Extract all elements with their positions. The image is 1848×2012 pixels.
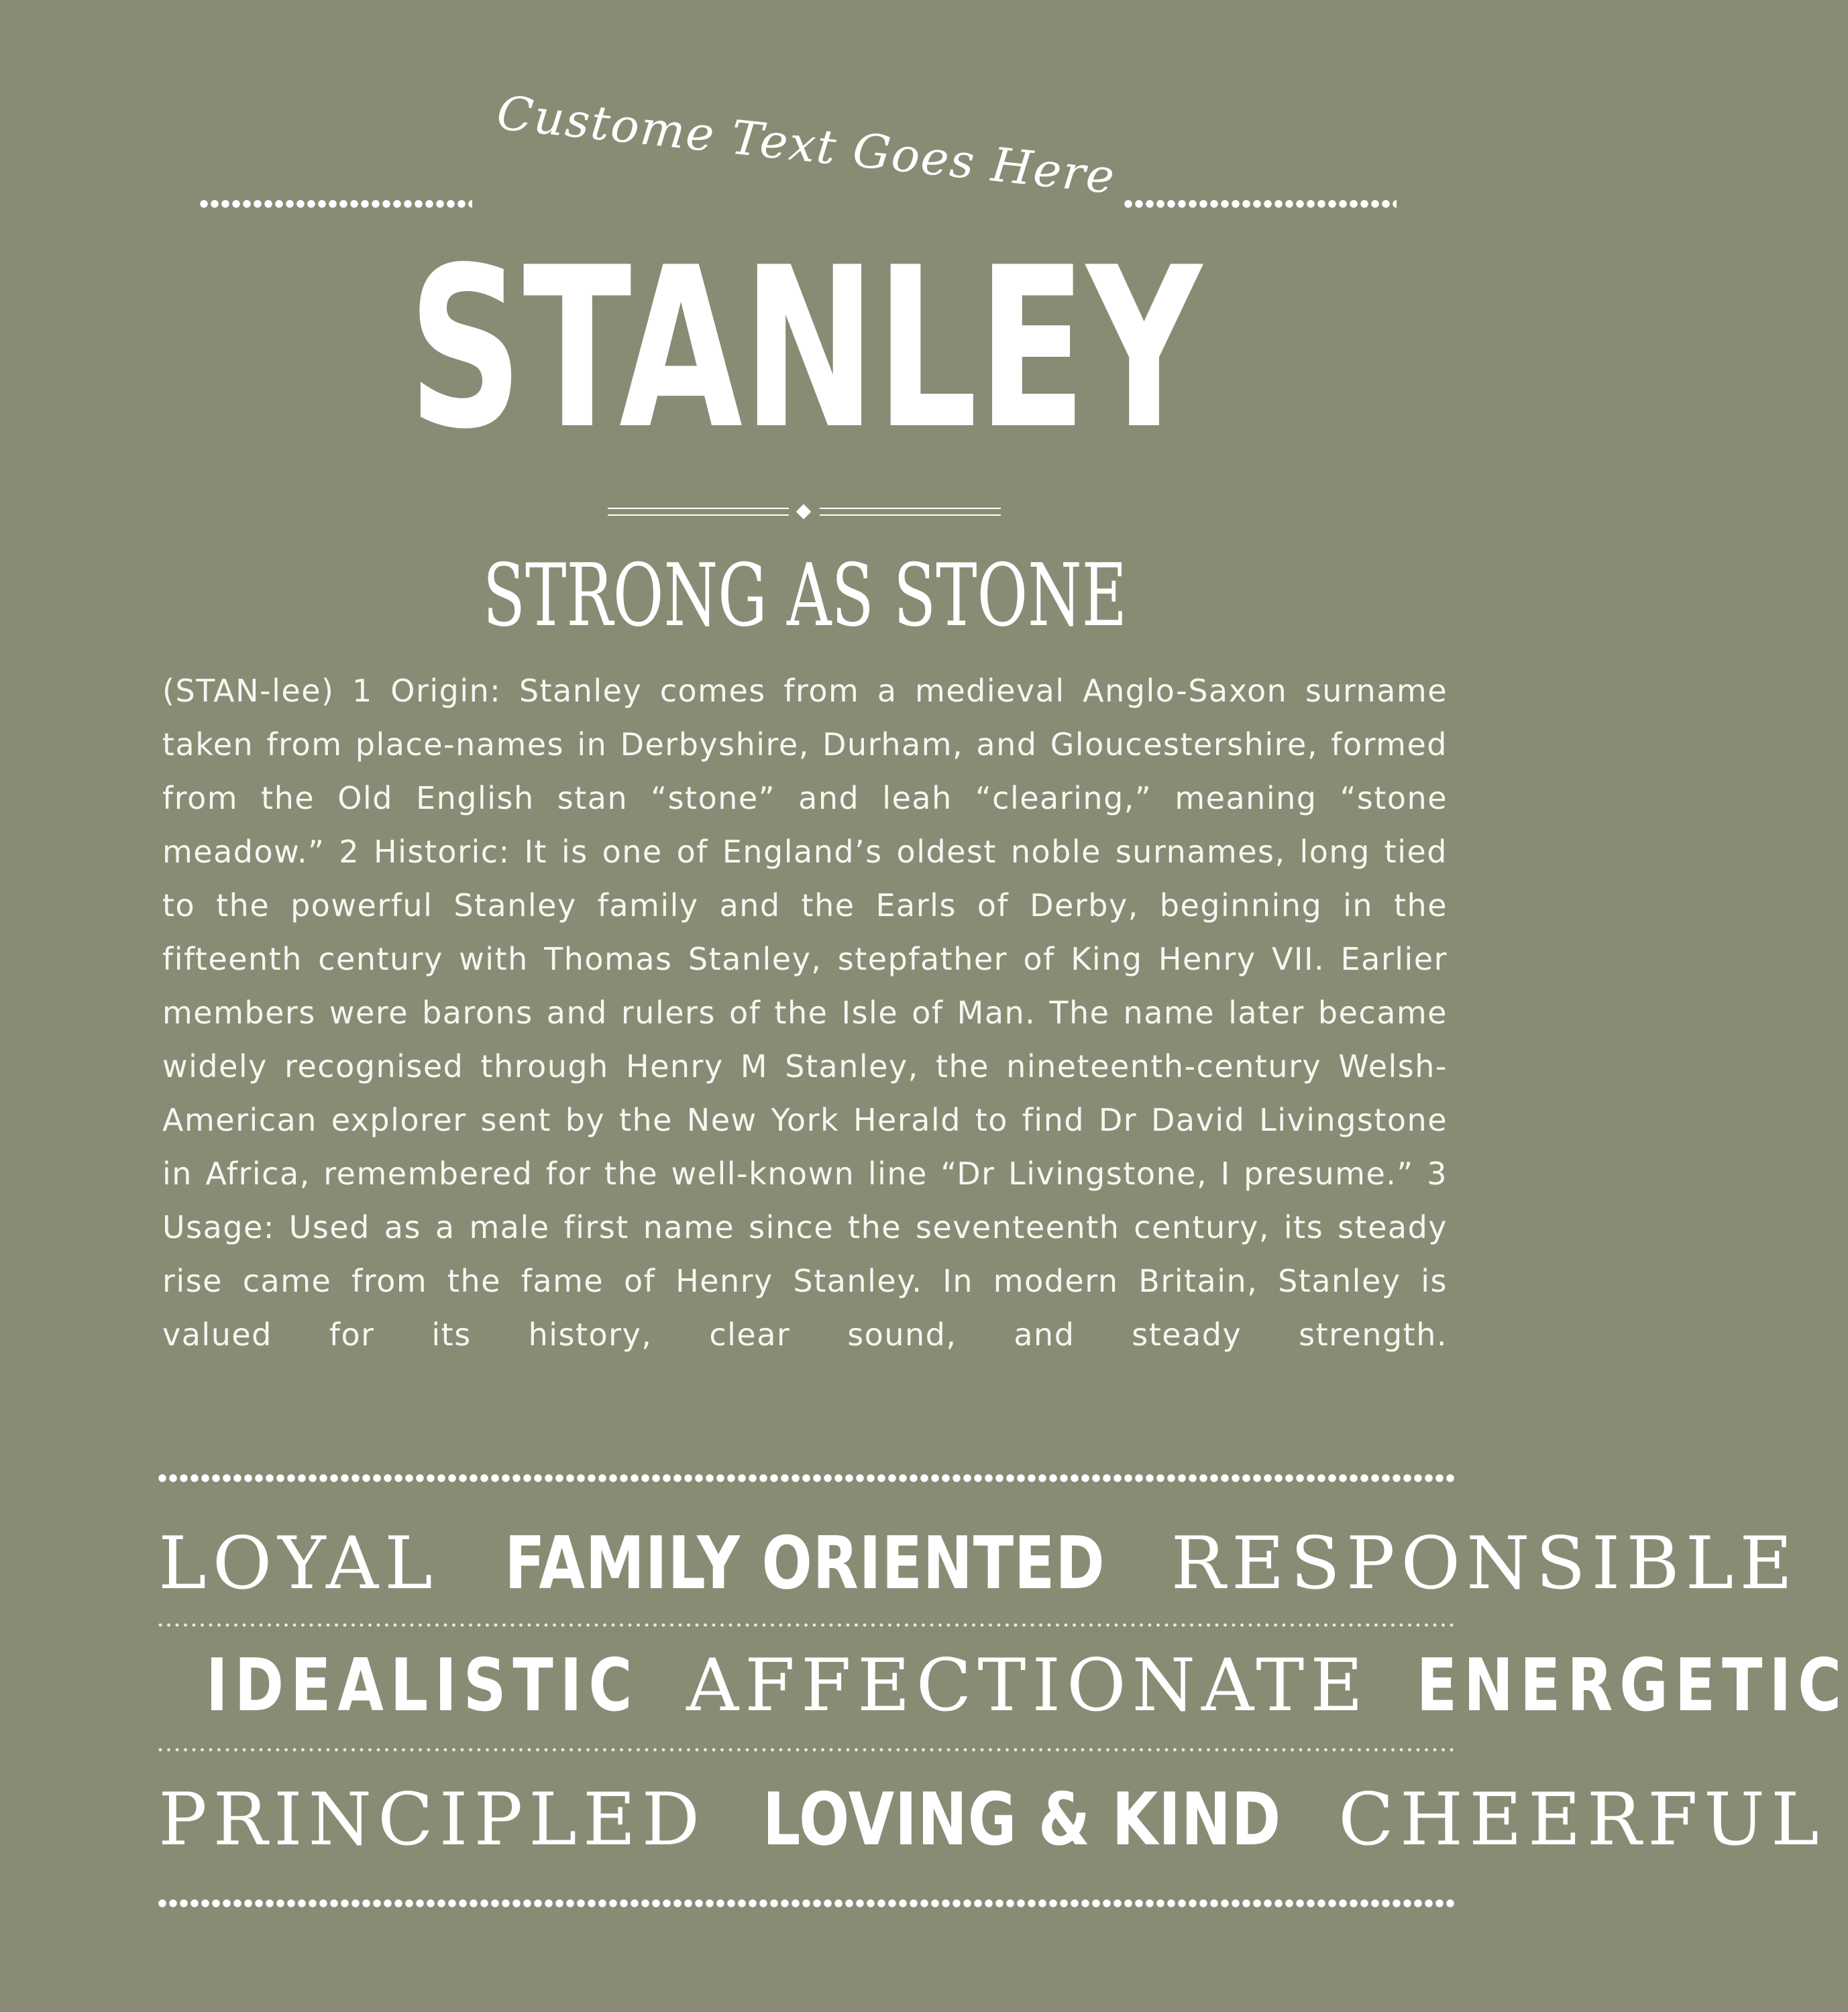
ornament-rule-left-bottom xyxy=(608,514,789,516)
name-description: (STAN-lee) 1 Origin: Stanley comes from a medieval Anglo-Saxon surname taken from place-names in Derbyshire, Durham, and Gloucestershire, formed from the Old English stan “stone” and leah “clearing,” meaning “stone meadow.” 2 Historic: It is one of England’s oldest noble surnames, long tied to the powerful Stanley family and the Earls of Derby, beginning in the fifteenth century with Thomas Stanley, stepfather of King Henry VII. Earlier members were barons and rulers of the Isle of Man. The name later became widely recognised through Henry M Stanley, the nineteenth-century Welsh-American explorer sent by the New York Herald to find Dr David Livingstone in Africa, remembered for the well-known line “Dr Livingstone, I presume.” 3 Usage: Used as a male first name since the seventeenth century, its steady rise came from the fame of Henry Stanley. In modern Britain, Stanley is valued for its history, clear sound, and steady strength. xyxy=(162,673,1448,1353)
custom-script-text: Custome Text Goes Here xyxy=(494,85,1118,205)
trait-word: ENERGETIC xyxy=(1416,1644,1848,1728)
trait-word: PRINCIPLED xyxy=(158,1778,706,1862)
trait-word: IDEALISTIC xyxy=(205,1644,639,1728)
traits-row-divider xyxy=(158,1748,1457,1752)
name-meaning: STRONG AS STONE xyxy=(482,546,1128,646)
traits-row-2 xyxy=(158,1644,1848,1728)
trait-word: CHEERFUL xyxy=(1338,1778,1825,1862)
traits-row-1 xyxy=(158,1522,1799,1606)
ornament-rule-right-top xyxy=(820,508,1001,509)
ornament-rule-left-top xyxy=(608,508,789,509)
trait-word: RESPONSIBLE xyxy=(1171,1522,1799,1606)
trait-word: AFFECTIONATE xyxy=(686,1644,1370,1728)
traits-row-divider xyxy=(158,1623,1457,1627)
left-dotted-divider xyxy=(200,200,472,208)
name-title: STANLEY xyxy=(408,220,1202,478)
trait-word: LOVING & KIND xyxy=(763,1778,1282,1862)
trait-word: FAMILY ORIENTED xyxy=(504,1522,1105,1606)
traits-bottom-divider xyxy=(158,1899,1457,1907)
traits-row-3 xyxy=(158,1778,1825,1862)
ornament-diamond xyxy=(796,504,812,520)
ornament-rule-right-bottom xyxy=(820,514,1001,516)
trait-word: LOYAL xyxy=(158,1522,439,1606)
traits-top-divider xyxy=(158,1474,1457,1482)
